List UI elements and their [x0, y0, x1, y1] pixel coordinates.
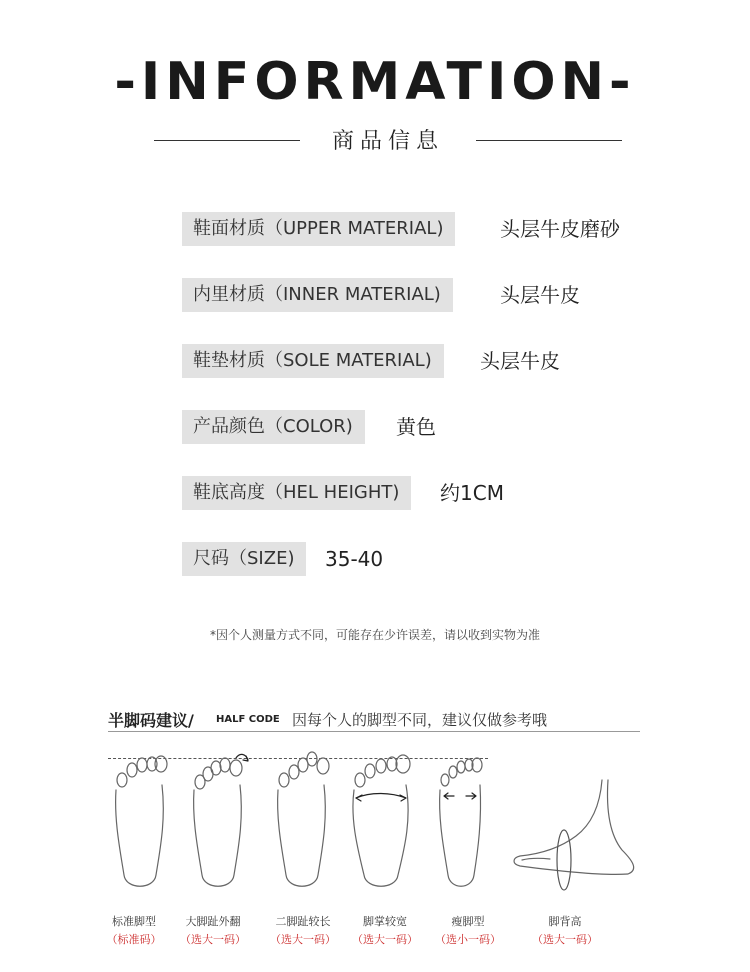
- foot-type-label: 大脚趾外翻: [185, 915, 241, 928]
- foot-type-tip: （选大一码）: [532, 933, 598, 946]
- spec-label: 鞋面材质（UPPER MATERIAL): [182, 212, 455, 246]
- foot-type-tip: （选小一码）: [435, 933, 501, 946]
- foot-type-tip: （选大一码）: [352, 933, 418, 946]
- foot-type-label: 标准脚型: [112, 915, 156, 928]
- spec-label: 内里材质（INNER MATERIAL): [182, 278, 453, 312]
- foot-type-tip: （选大一码）: [180, 933, 246, 946]
- narrow-foot-icon: [440, 758, 482, 886]
- spec-value: 头层牛皮: [480, 349, 560, 373]
- spec-label: 尺码（SIZE): [182, 542, 306, 576]
- high-instep-foot-icon: [514, 780, 634, 890]
- long-second-toe-foot-icon: [278, 752, 329, 886]
- spec-value: 头层牛皮磨砂: [500, 217, 620, 241]
- subtitle-text: 商品信息: [331, 129, 444, 154]
- half-size-title: 半脚码建议/: [108, 711, 194, 730]
- half-size-underline: [108, 731, 640, 732]
- foot-type-tip: （标准码）: [106, 933, 162, 946]
- spec-label: 产品颜色（COLOR): [182, 410, 365, 444]
- foot-type-label: 脚掌较宽: [363, 915, 407, 928]
- spec-label: 鞋垫材质（SOLE MATERIAL): [182, 344, 444, 378]
- foot-types-illustration: [100, 750, 670, 900]
- foot-type-label: 脚背高: [548, 915, 582, 928]
- foot-type-tip: （选大一码）: [270, 933, 336, 946]
- page-title: -INFORMATION-: [114, 52, 636, 112]
- spec-value: 头层牛皮: [500, 283, 580, 307]
- spec-label: 鞋底高度（HEL HEIGHT): [182, 476, 411, 510]
- wide-foot-icon: [353, 755, 410, 886]
- spec-value: 黄色: [396, 415, 436, 439]
- half-size-code: HALF CODE: [216, 714, 280, 725]
- measurement-note: *因个人测量方式不同，可能存在少许误差，请以收到实物为准: [209, 628, 540, 642]
- section-subtitle: [154, 122, 622, 158]
- half-size-description: 因每个人的脚型不同，建议仅做参考哦: [292, 711, 548, 729]
- foot-type-label: 瘦脚型: [451, 915, 485, 928]
- foot-type-label: 二脚趾较长: [275, 915, 331, 928]
- divider-right: [476, 140, 622, 141]
- spec-value: 约1CM: [440, 481, 504, 505]
- standard-foot-icon: [116, 756, 167, 886]
- spec-value: 35-40: [325, 547, 384, 571]
- bunion-foot-icon: [194, 754, 248, 886]
